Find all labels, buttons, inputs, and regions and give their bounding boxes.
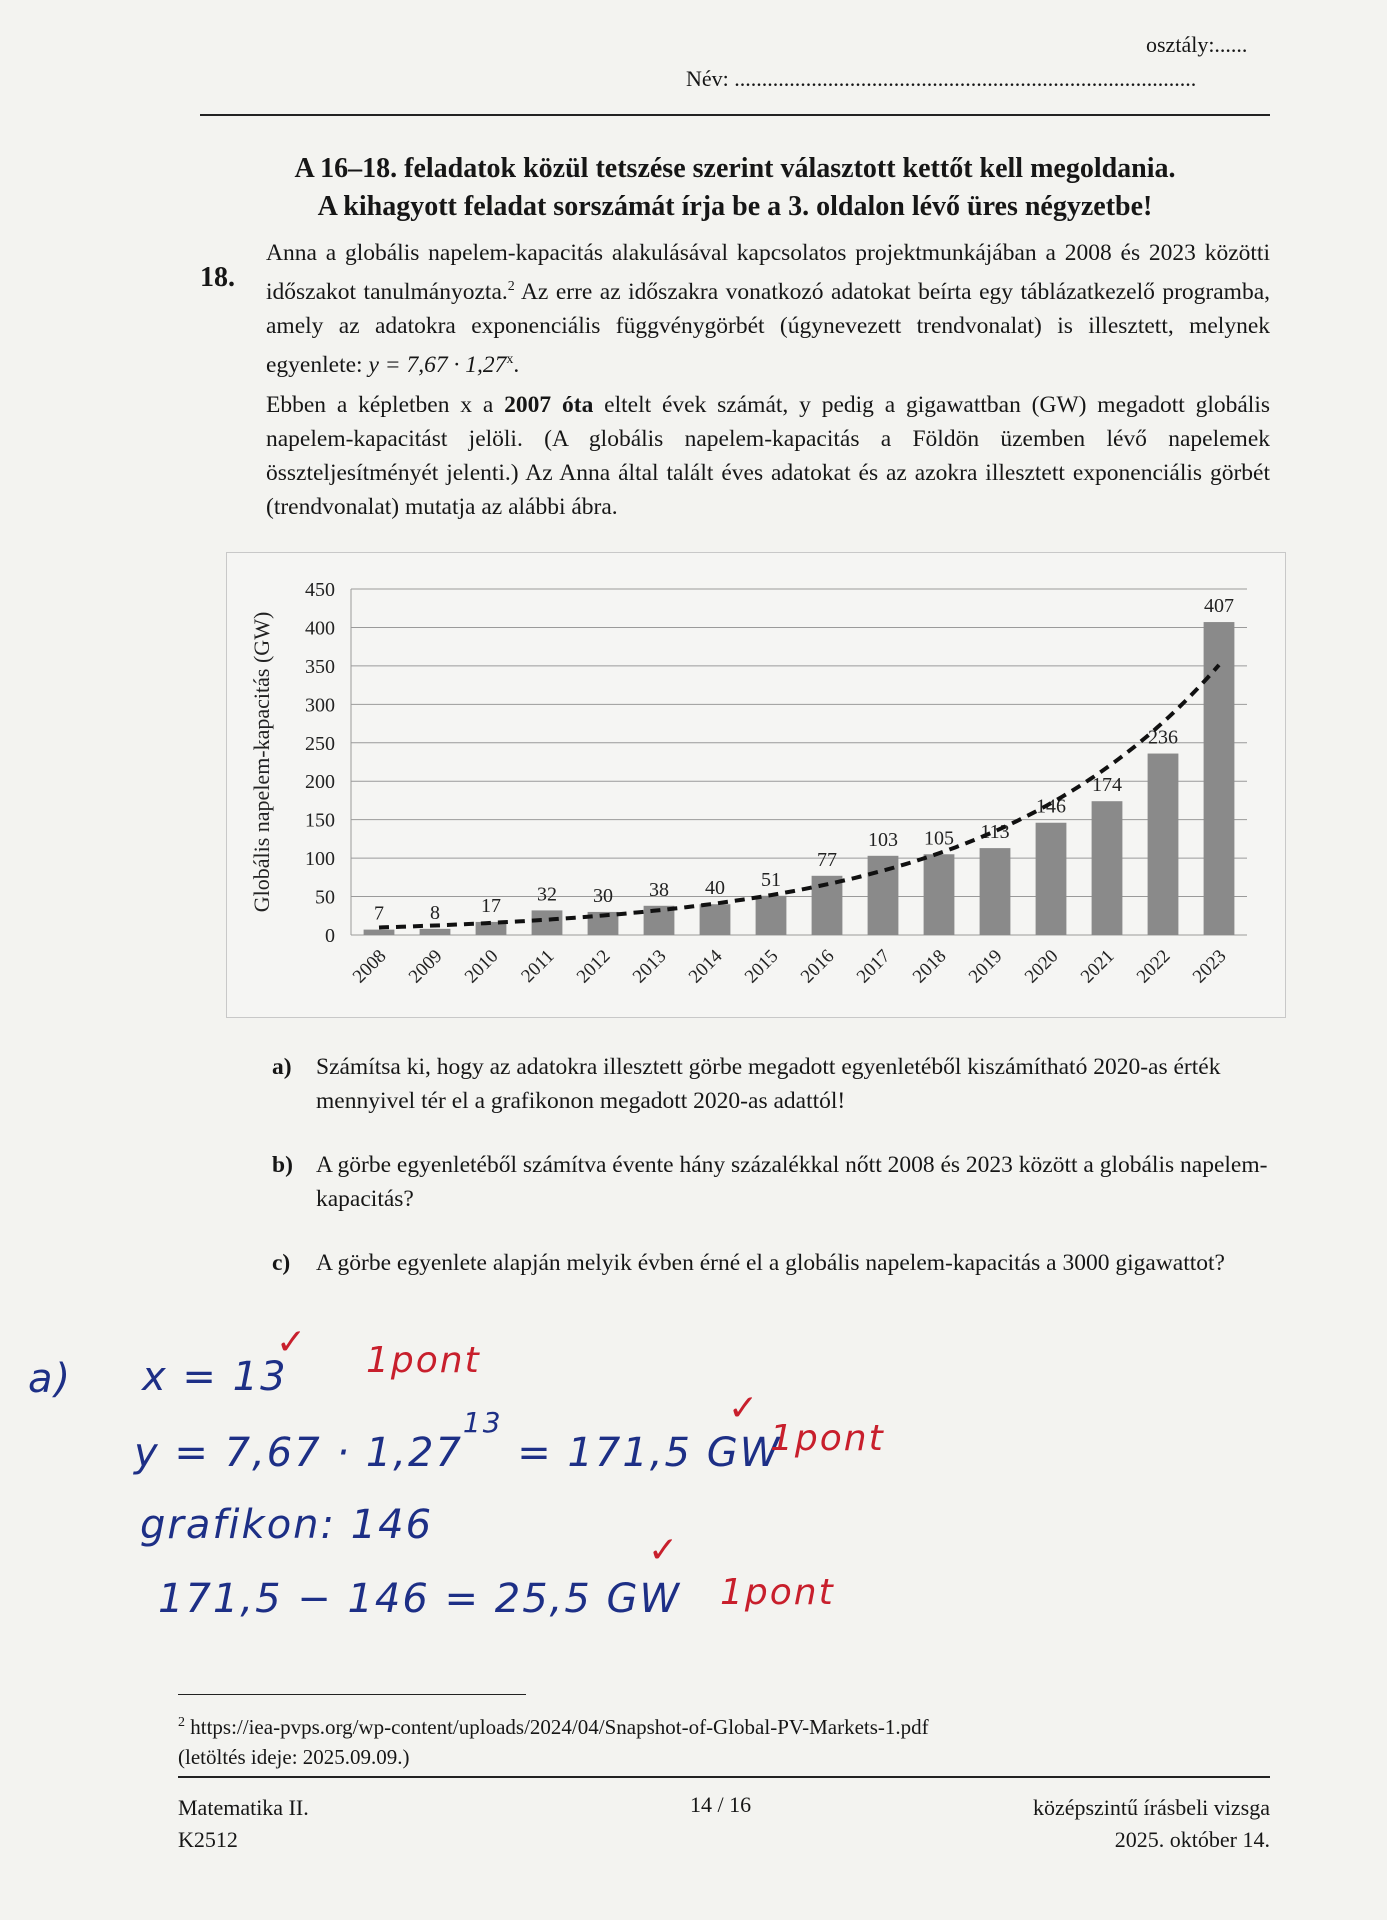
question-text: Számítsa ki, hogy az adatokra illesztett görbe megadott egyenletéből kiszámítható 2020-as érték mennyivel tér el a grafikonon megadott 2020-as adattól! [316, 1054, 1221, 1114]
grade-1: 1pont [366, 1340, 481, 1381]
footnote-url: https://iea-pvps.org/wp-content/uploads/2024/04/Snapshot-of-Global-PV-Markets-1.pdf [190, 1715, 929, 1739]
instructions-line-1: A 16–18. feladatok közül tetszése szerint választott kettőt kell megoldania. [294, 153, 1176, 184]
x-tick-label: 2010 [460, 945, 503, 988]
bar [1092, 801, 1123, 935]
footer-right [1033, 1792, 1270, 1856]
bar [1036, 823, 1067, 935]
task-number: 18. [200, 262, 235, 293]
data-label: 38 [649, 878, 669, 901]
check-mark: ✓ [276, 1322, 309, 1363]
data-label: 174 [1092, 774, 1122, 797]
task-text-part: eltelt évek számát, y pedig a gigawattban (GW) megadott globális napelem-kapacitást jelöli. (A globális napelem-kapacitás a Földön üzemben lévő napelemek összteljesítményét jelenti.) Az Anna által talált éves adatokat és az azokra illesztett exponenciális görbét (trendvonalat) mutatja az alábbi ábra. [266, 391, 1270, 520]
task-text-part: Az erre az időszakra vonatkozó adatokat beírta egy táblázatkezelő programba, amely az adatokra exponenciális függvénygörbét (úgynevezett trendvonalat) is illesztett, melynek egyenlete: [266, 278, 1271, 378]
handwritten-result: = 171,5 GW [517, 1430, 782, 1476]
task-paragraph-2 [266, 388, 1270, 524]
grade-3: 1pont [720, 1572, 835, 1613]
bar [1148, 754, 1179, 935]
y-tick-label: 300 [305, 694, 335, 717]
task-text [266, 236, 1270, 530]
footnote [178, 1708, 929, 1772]
bar [1204, 622, 1235, 935]
footer-subject: Matematika II. [178, 1795, 309, 1820]
y-tick-label: 350 [305, 655, 335, 678]
bar [700, 904, 731, 935]
footer-code: K2512 [178, 1827, 238, 1852]
handwritten-line-4: 171,5 − 146 = 25,5 GW [158, 1576, 682, 1622]
name-field: Név: .................................................................................... [686, 66, 1197, 91]
bar [924, 854, 955, 935]
y-tick-label: 0 [325, 925, 335, 947]
data-label: 7 [374, 902, 384, 925]
question-a [272, 1050, 1272, 1118]
x-tick-label: 2012 [572, 945, 615, 988]
x-tick-label: 2014 [684, 945, 727, 988]
task-text-part: Ebben a képletben x a [266, 391, 505, 418]
footer-divider [178, 1776, 1270, 1778]
handwritten-part-label: a) [28, 1356, 73, 1402]
questions [272, 1050, 1272, 1310]
data-label: 17 [481, 894, 501, 917]
task-text-bold: 2007 óta [504, 391, 594, 418]
bar [420, 929, 451, 935]
check-mark: ✓ [728, 1388, 761, 1429]
class-field: osztály:...... [1146, 32, 1248, 57]
data-label: 103 [868, 828, 898, 851]
y-tick-label: 100 [305, 848, 335, 871]
y-axis-label: Globális napelem-kapacitás (GW) [249, 611, 274, 913]
equation: y = 7,67 · 1,27 [368, 351, 507, 378]
data-label: 51 [761, 868, 781, 891]
y-tick-label: 150 [305, 809, 335, 832]
bar [364, 930, 395, 935]
question-text: A görbe egyenlete alapján melyik évben érné el a globális napelem-kapacitás a 3000 gigawattot? [316, 1250, 1225, 1276]
bar-chart [227, 553, 1285, 1017]
x-tick-label: 2021 [1076, 945, 1119, 988]
question-b [272, 1148, 1272, 1216]
handwritten-line-3: grafikon: 146 [140, 1502, 434, 1548]
x-tick-label: 2023 [1188, 945, 1231, 988]
data-label: 8 [430, 901, 440, 924]
y-tick-label: 400 [305, 617, 335, 640]
footnote-divider [178, 1694, 526, 1695]
question-label: a) [272, 1054, 292, 1080]
chart-frame [226, 552, 1286, 1018]
data-label: 146 [1036, 795, 1066, 818]
grade-2: 1pont [770, 1418, 885, 1459]
x-tick-label: 2020 [1020, 945, 1063, 988]
handwritten-line-2 [134, 1406, 782, 1476]
x-tick-label: 2022 [1132, 945, 1175, 988]
task-text-part: Anna a globális napelem-kapacitás alakulásával kapcsolatos projektmunkájában a 2008 és 2023 közötti időszakot tanulmányozta. [266, 240, 1270, 305]
handwritten-line-1: x = 13 [142, 1354, 288, 1400]
x-tick-label: 2011 [517, 945, 559, 987]
equation-exponent: x [506, 351, 514, 367]
footnote-date: (letöltés ideje: 2025.09.09.) [178, 1745, 410, 1769]
y-tick-label: 250 [305, 732, 335, 755]
bar [980, 848, 1011, 935]
bar [532, 910, 563, 935]
header-divider [200, 114, 1270, 116]
data-label: 77 [817, 848, 837, 871]
footer-date: 2025. október 14. [1114, 1827, 1270, 1852]
bar [756, 896, 787, 935]
handwritten-equation: y = 7,67 · 1,27 [134, 1430, 463, 1476]
footnote-ref: 2 [507, 279, 515, 294]
data-label: 236 [1148, 726, 1178, 749]
task-paragraph-1 [266, 236, 1270, 382]
data-label: 113 [980, 821, 1010, 844]
footnote-number: 2 [178, 1715, 185, 1730]
handwritten-exponent: 13 [462, 1406, 503, 1439]
instructions-line-2: A kihagyott feladat sorszámát írja be a 3. oldalon lévő üres négyzetbe! [317, 191, 1153, 222]
x-tick-label: 2008 [348, 945, 391, 988]
x-tick-label: 2009 [404, 945, 447, 988]
x-tick-label: 2013 [628, 945, 671, 988]
y-tick-label: 450 [305, 579, 335, 601]
question-c [272, 1246, 1272, 1280]
instructions [200, 150, 1270, 226]
data-label: 40 [705, 877, 725, 900]
y-tick-label: 50 [315, 886, 335, 909]
question-text: A görbe egyenletéből számítva évente hány százalékkal nőtt 2008 és 2023 között a globális napelem-kapacitás? [316, 1152, 1268, 1212]
y-tick-label: 200 [305, 771, 335, 794]
x-tick-label: 2017 [852, 945, 895, 988]
x-tick-label: 2019 [964, 945, 1007, 988]
data-label: 407 [1204, 595, 1234, 618]
data-label: 30 [593, 884, 613, 907]
question-label: c) [272, 1250, 291, 1276]
x-tick-label: 2018 [908, 945, 951, 988]
equation-end: . [513, 351, 520, 378]
data-label: 32 [537, 883, 557, 906]
x-tick-label: 2015 [740, 945, 783, 988]
footer-page: 14 / 16 [690, 1792, 752, 1817]
data-label: 105 [924, 827, 954, 850]
x-tick-label: 2016 [796, 945, 839, 988]
question-label: b) [272, 1152, 293, 1178]
check-mark: ✓ [648, 1530, 681, 1571]
footer-left [178, 1792, 309, 1856]
footer-exam: középszintű írásbeli vizsga [1032, 1795, 1270, 1820]
